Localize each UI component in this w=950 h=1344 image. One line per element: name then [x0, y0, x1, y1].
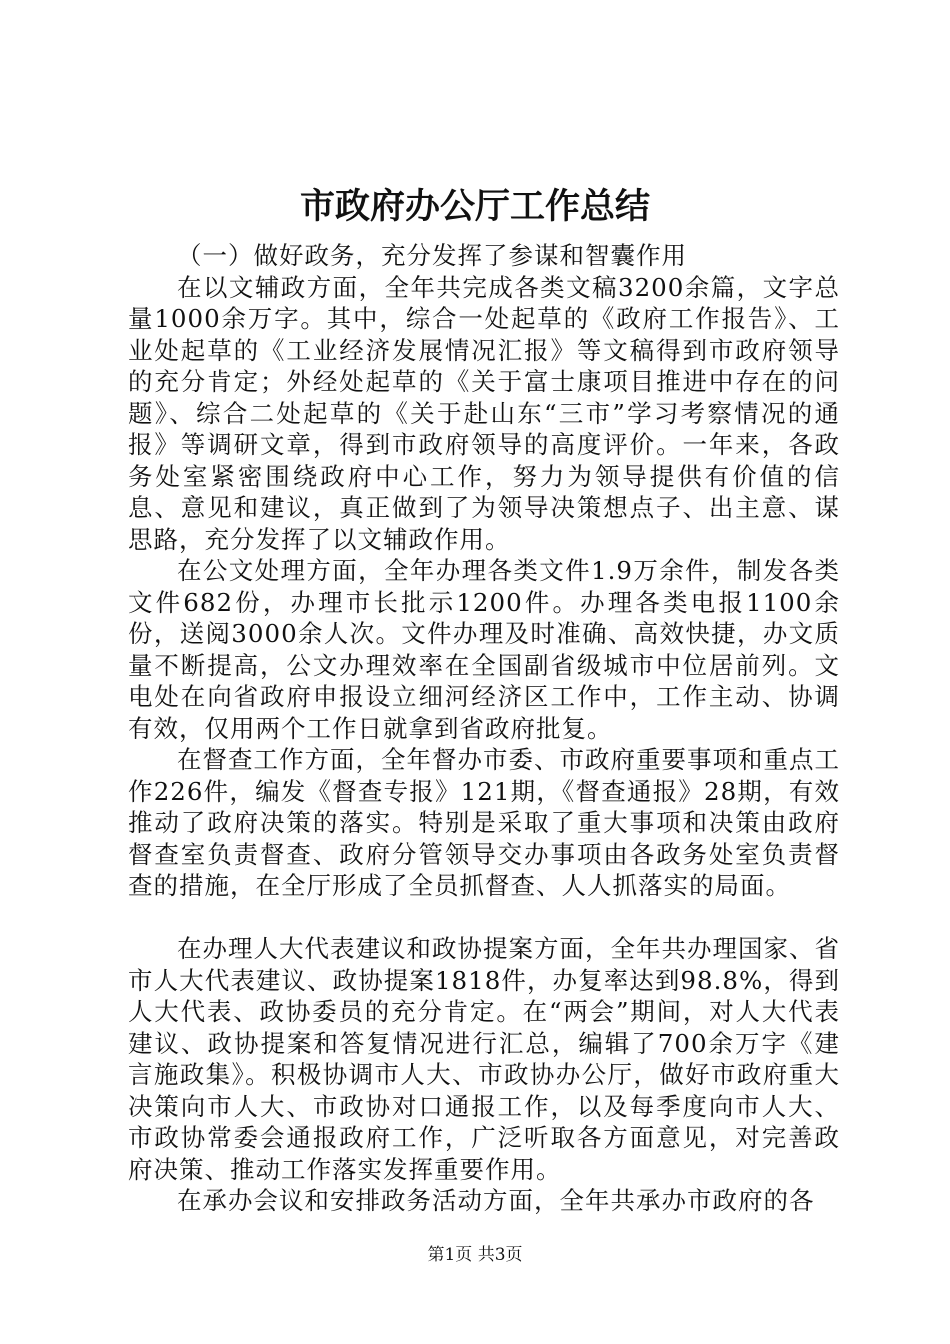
document-body — [128, 240, 840, 1217]
paragraph-documents: 在公文处理方面，全年办理各类文件1.9万余件，制发各类文件682份，办理市长批示1200件。办理各类电报1100余份，送阅3000余人次。文件办理及时准确、高效快捷，办文质量不断提高，公文办理效率在全国副省级城市中位居前列。文电处在向省政府申报设立细河经济区工作中，工作主动、协调有效，仅用两个工作日就拿到省政府批复。 — [128, 556, 840, 743]
paragraph-meetings: 在承办会议和安排政务活动方面，全年共承办市政府的各 — [177, 1186, 815, 1215]
page-footer: 第1页 共3页 — [427, 1245, 523, 1265]
document-title: 市政府办公厅工作总结 — [299, 186, 650, 227]
paragraph-writing: 在以文辅政方面，全年共完成各类文稿3200余篇，文字总量1000余万字。其中，综合一处起草的《政府工作报告》、工业处起草的《工业经济发展情况汇报》等文稿得到市政府领导的充分肯定；外经处起草的《关于富士康项目推进中存在的问题》、综合二处起草的《关于赴山东“三市”学习考察情况的通报》等调研文章，得到市政府领导的高度评价。一年来，各政务处室紧密围绕政府中心工作，努力为领导提供有价值的信息、意见和建议，真正做到了为领导决策想点子、出主意、谋思路，充分发挥了以文辅政作用。 — [128, 272, 840, 554]
paragraph-supervision: 在督查工作方面，全年督办市委、市政府重要事项和重点工作226件，编发《督查专报》121期，《督查通报》28期，有效推动了政府决策的落实。特别是采取了重大事项和决策由政府督查室负责督查、政府分管领导交办事项由各政务处室负责督查的措施，在全厅形成了全员抓督查、人人抓落实的局面。 — [128, 745, 840, 900]
section-heading: （一）做好政务，充分发挥了参谋和智囊作用 — [177, 241, 687, 270]
paragraph-proposals: 在办理人大代表建议和政协提案方面，全年共办理国家、省市人大代表建议、政协提案1818件，办复率达到98.8%，得到人大代表、政协委员的充分肯定。在“两会”期间，对人大代表建议、政协提案和答复情况进行汇总，编辑了700余万字《建言施政集》。积极协调市人大、市政协办公厅，做好市政府重大决策向市人大、市政协对口通报工作，以及每季度向市人大、市政协常委会通报政府工作，广泛听取各方面意见，对完善政府决策、推动工作落实发挥重要作用。 — [128, 934, 840, 1184]
